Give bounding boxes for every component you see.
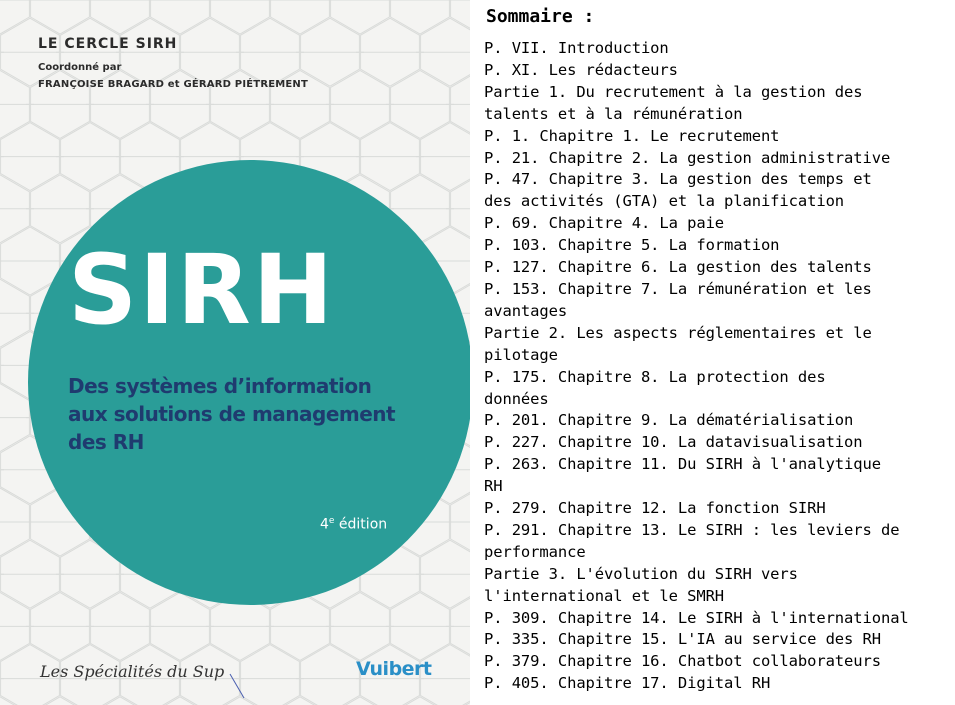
toc-line: P. XI. Les rédacteurs bbox=[484, 60, 678, 79]
toc-line: P. 153. Chapitre 7. La rémunération et les bbox=[484, 279, 872, 298]
pattern-hexagon bbox=[31, 0, 90, 34]
toc-line: P. 21. Chapitre 2. La gestion administrative bbox=[484, 148, 891, 167]
edition-suffix: e bbox=[328, 516, 335, 526]
cover-header bbox=[38, 36, 308, 90]
toc-line: P. 279. Chapitre 12. La fonction SIRH bbox=[484, 499, 826, 518]
subtitle-line: Des systèmes d’information bbox=[68, 374, 372, 398]
pattern-hexagon bbox=[451, 697, 470, 705]
edition-number: 4 bbox=[320, 516, 329, 533]
authors: FRANÇOISE BRAGARD et GÉRARD PIÉTREMENT bbox=[38, 79, 309, 90]
toc-line: P. 309. Chapitre 14. Le SIRH à l'international bbox=[484, 608, 909, 627]
book-cover bbox=[0, 0, 470, 705]
pattern-hexagon bbox=[91, 697, 150, 705]
toc-line: pilotage bbox=[484, 345, 558, 364]
publisher-logo: Vuibert bbox=[356, 658, 432, 680]
collection-name: Les Spécialités du Sup bbox=[40, 662, 225, 681]
table-of-contents bbox=[484, 6, 949, 695]
toc-line: données bbox=[484, 389, 549, 408]
toc-line: P. 201. Chapitre 9. La dématérialisation bbox=[484, 411, 854, 430]
toc-line: P. 379. Chapitre 16. Chatbot collaborateurs bbox=[484, 652, 881, 671]
book-title: SIRH bbox=[68, 234, 336, 346]
toc-line: P. 227. Chapitre 10. La datavisualisation bbox=[484, 433, 863, 452]
pattern-hexagon bbox=[331, 0, 390, 34]
pattern-hexagon bbox=[151, 697, 210, 705]
pattern-hexagon bbox=[31, 697, 90, 705]
subtitle-line: des RH bbox=[68, 430, 144, 454]
toc-line: Partie 1. Du recrutement à la gestion des bbox=[484, 82, 863, 101]
toc-line: talents et à la rémunération bbox=[484, 104, 743, 123]
pattern-hexagon bbox=[0, 0, 29, 34]
toc-list bbox=[484, 38, 949, 695]
coordinated-by-label: Coordonné par bbox=[38, 62, 122, 73]
pattern-hexagon bbox=[151, 0, 210, 34]
pattern-hexagon bbox=[301, 645, 360, 705]
edition-word: édition bbox=[334, 516, 388, 533]
toc-line: des activités (GTA) et la planification bbox=[484, 192, 845, 211]
toc-line: P. 175. Chapitre 8. La protection des bbox=[484, 367, 826, 386]
toc-line: RH bbox=[484, 477, 503, 496]
toc-line: P. 291. Chapitre 13. Le SIRH : les leviers de bbox=[484, 520, 900, 539]
pen-mark bbox=[228, 672, 248, 702]
subtitle-line: aux solutions de management bbox=[68, 402, 396, 426]
toc-line: P. 335. Chapitre 15. L'IA au service des RH bbox=[484, 630, 881, 649]
toc-line: l'international et le SMRH bbox=[484, 586, 725, 605]
toc-line: P. 1. Chapitre 1. Le recrutement bbox=[484, 126, 780, 145]
pattern-hexagon bbox=[271, 0, 330, 34]
pattern-hexagon bbox=[211, 0, 270, 34]
toc-line: P. 263. Chapitre 11. Du SIRH à l'analytique bbox=[484, 455, 881, 474]
toc-line: P. 103. Chapitre 5. La formation bbox=[484, 236, 780, 255]
pattern-hexagon bbox=[91, 0, 150, 34]
toc-line: Partie 3. L'évolution du SIRH vers bbox=[484, 564, 798, 583]
toc-title: Sommaire : bbox=[486, 6, 595, 27]
toc-line: performance bbox=[484, 542, 586, 561]
pattern-hexagon bbox=[391, 697, 450, 705]
book-subtitle bbox=[68, 372, 428, 456]
toc-line: P. 405. Chapitre 17. Digital RH bbox=[484, 674, 771, 693]
pattern-hexagon bbox=[331, 697, 390, 705]
pattern-hexagon bbox=[241, 645, 300, 705]
toc-line: P. VII. Introduction bbox=[484, 39, 669, 57]
pattern-hexagon bbox=[451, 0, 470, 34]
toc-line: avantages bbox=[484, 301, 568, 320]
pattern-hexagon bbox=[391, 0, 450, 34]
series-name: LE CERCLE SIRH bbox=[38, 36, 178, 52]
toc-line: P. 47. Chapitre 3. La gestion des temps et bbox=[484, 170, 872, 189]
pattern-hexagon bbox=[271, 697, 330, 705]
toc-line: Partie 2. Les aspects réglementaires et le bbox=[484, 323, 872, 342]
toc-line: P. 69. Chapitre 4. La paie bbox=[484, 214, 725, 233]
toc-line: P. 127. Chapitre 6. La gestion des talents bbox=[484, 258, 872, 277]
edition-label bbox=[320, 516, 387, 533]
